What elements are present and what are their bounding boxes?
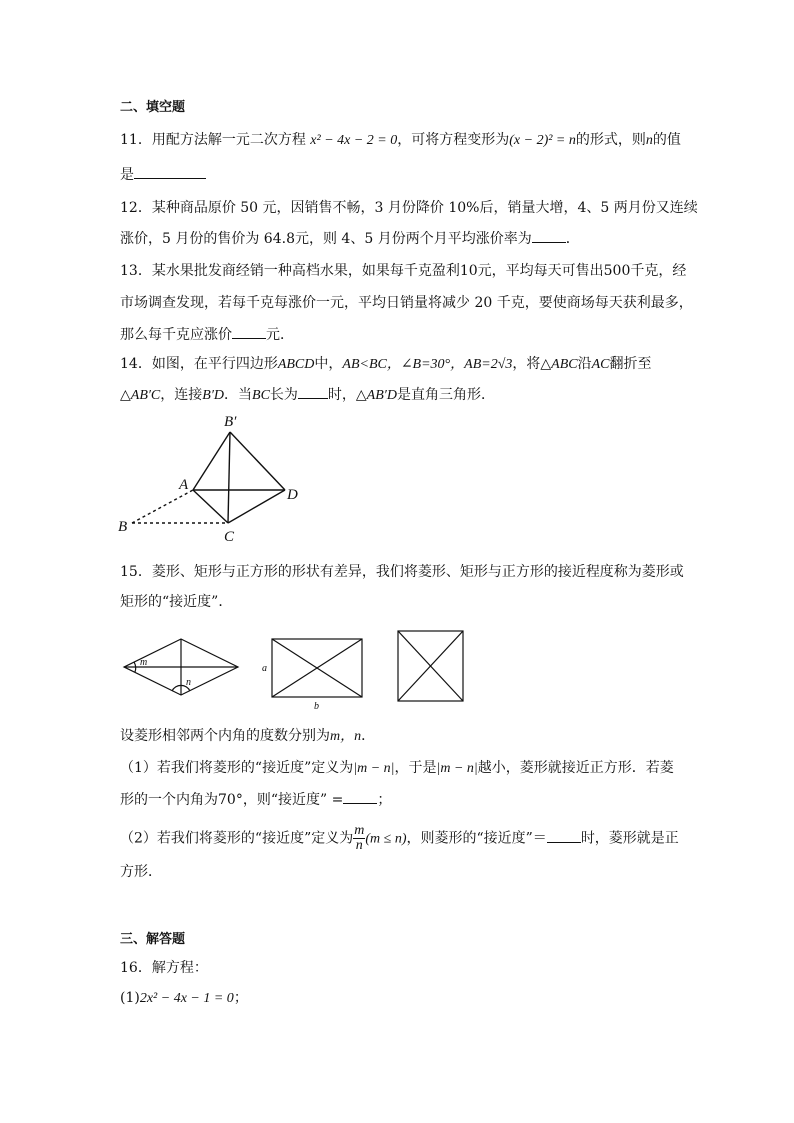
q14-text-j: 翻折至 — [609, 356, 652, 372]
q15-p1-abs-2: |m − n| — [436, 761, 478, 776]
q15-p2-text-a: （2）若我们将菱形的“接近度”定义为 — [120, 830, 354, 847]
label-c: C — [224, 529, 235, 545]
q14-text-time: 时， — [327, 387, 356, 403]
question-15-part-1-line-2 — [120, 789, 391, 810]
segment-bp-c — [228, 432, 230, 523]
q15-p1-text-a: （1）若我们将菱形的“接近度”定义为 — [120, 760, 354, 776]
label-m: m — [140, 657, 148, 668]
q15-p1-line-2-text: 形的一个内角为70°，则“接近度” = — [120, 792, 344, 808]
q15-intro-text: 设菱形相邻两个内角的度数分别为 — [120, 728, 330, 744]
q15-intro-vars: m，n — [330, 729, 362, 744]
q14-conditions: AB<BC，∠B=30°，AB=2 — [342, 357, 498, 372]
question-13-line-3 — [120, 324, 294, 345]
q15-p1-abs-1: |m − n| — [353, 761, 395, 776]
q14-triangle-abpd: △AB′D — [355, 388, 397, 403]
q14-text-right-triangle: 是直角三角形． — [396, 387, 495, 403]
q14-text-connect: ，连接 — [160, 387, 203, 403]
q14-sqrt3: √3 — [497, 357, 513, 372]
fraction-denominator: n — [355, 838, 363, 853]
q14-text-length: 长为 — [269, 387, 298, 403]
q15-p1-answer-blank[interactable] — [343, 789, 377, 804]
label-b-side: b — [314, 701, 319, 712]
q14-ac: AC — [591, 357, 610, 372]
question-15-part-1-line-1 — [120, 758, 674, 779]
q15-p2-condition: (m ≤ n) — [365, 831, 407, 847]
q15-p2-text-c: 时，菱形就是正 — [580, 830, 679, 847]
segment-b-a-dashed — [132, 490, 193, 523]
q14-bpd: B′D — [202, 388, 225, 403]
q11-number: 11． — [120, 132, 152, 148]
section-2-heading: 二、填空题 — [120, 100, 186, 115]
question-15-line-1: 15．菱形、矩形与正方形的形状有差异，我们将菱形、矩形与正方形的接近程度称为菱形或 — [120, 564, 684, 580]
fraction-numerator: m — [354, 823, 365, 838]
segment-d-c — [228, 490, 285, 523]
q15-intro-end: ． — [361, 728, 376, 744]
q12-line-2-text: 涨价，5 月份的售价为 64.8元，则 4、5 月份两个月平均涨价率为 — [120, 231, 532, 247]
q12-answer-blank[interactable] — [532, 228, 566, 243]
q15-p2-answer-blank[interactable] — [547, 828, 581, 843]
q13-answer-blank[interactable] — [232, 324, 266, 339]
q13-line-3-text-a: 那么每千克应涨价 — [120, 327, 232, 343]
q14-text-a: 14．如图，在平行四边形 — [120, 356, 278, 372]
q11-text-d: 的值 — [652, 132, 681, 148]
segment-bp-d — [230, 432, 285, 490]
segment-bp-a — [193, 432, 230, 490]
q16-end: ； — [233, 990, 248, 1006]
label-a-side: a — [262, 663, 267, 674]
q14-triangle-abc: △ABC — [540, 357, 578, 372]
q15-shapes-figure — [118, 625, 478, 715]
q11-text-b: ，可将方程变形为 — [397, 132, 510, 148]
question-14-line-1 — [120, 354, 652, 375]
q15-p2-text-b: ，则菱形的“接近度”＝ — [406, 830, 547, 847]
question-14-line-2 — [120, 384, 495, 406]
q11-line-2-text: 是 — [120, 167, 134, 183]
question-12-line-1: 12．某种商品原价 50 元，因销售不畅，3 月份降价 10%后，销量大增，4、5 两月份又连续 — [120, 200, 698, 216]
q12-end: ． — [565, 231, 580, 247]
q14-text-h: 沿 — [577, 356, 592, 372]
q11-text-a: 用配方法解一元二次方程 — [151, 132, 306, 148]
q15-p1-text-c: 越小，菱形就接近正方形．若菱 — [477, 760, 674, 776]
question-15-intro — [120, 726, 375, 747]
q11-var-n: n — [645, 133, 653, 148]
question-11-line-2 — [120, 164, 206, 185]
q14-triangle-abpc: △AB′C — [120, 388, 161, 403]
question-11-line-1 — [120, 130, 681, 151]
q14-answer-blank[interactable] — [298, 384, 328, 399]
q13-line-3-text-b: 元． — [266, 327, 294, 343]
question-12-line-2 — [120, 228, 580, 249]
q14-parallelogram-figure — [110, 410, 320, 545]
label-b: B — [118, 519, 128, 535]
label-b-prime: B′ — [224, 414, 237, 430]
q14-bc: BC — [252, 388, 270, 403]
q15-p1-text-b: ，于是 — [394, 760, 437, 776]
q16-equation: 2x² − 4x − 1 = 0 — [139, 991, 234, 1006]
question-16-line-2 — [120, 988, 248, 1009]
question-16-line-1: 16．解方程： — [120, 960, 208, 976]
label-d: D — [287, 487, 298, 503]
q15-p2-fraction — [353, 824, 365, 853]
q14-text-f: ，将 — [512, 356, 541, 372]
q14-text-when: ．当 — [224, 387, 253, 403]
q14-abcd: ABCD — [277, 357, 315, 372]
question-13-line-1: 13．某水果批发商经销一种高档水果，如果每千克盈利10元，平均每天可售出500千克，经 — [120, 263, 687, 279]
section-3-heading: 三、解答题 — [120, 932, 186, 947]
q15-p1-end: ； — [377, 792, 392, 808]
question-13-line-2: 市场调查发现，若每千克每涨价一元，平均日销量将减少 20 千克，要使商场每天获利最多， — [120, 295, 693, 311]
q11-answer-blank[interactable] — [134, 164, 206, 179]
q16-part-label: (1) — [120, 990, 140, 1006]
q14-text-c: 中， — [314, 356, 343, 372]
question-15-part-2-line-1 — [120, 824, 679, 853]
segment-a-c — [193, 490, 228, 523]
q11-equation-1: x² − 4x − 2 = 0 — [310, 133, 398, 148]
label-a: A — [179, 477, 189, 493]
question-15-part-2-line-2: 方形． — [120, 864, 162, 880]
q11-equation-2: (x − 2)² = n — [509, 133, 576, 148]
label-n: n — [186, 677, 191, 688]
question-15-line-2: 矩形的“接近度”． — [120, 594, 233, 610]
q11-text-c: 的形式，则 — [575, 132, 646, 148]
